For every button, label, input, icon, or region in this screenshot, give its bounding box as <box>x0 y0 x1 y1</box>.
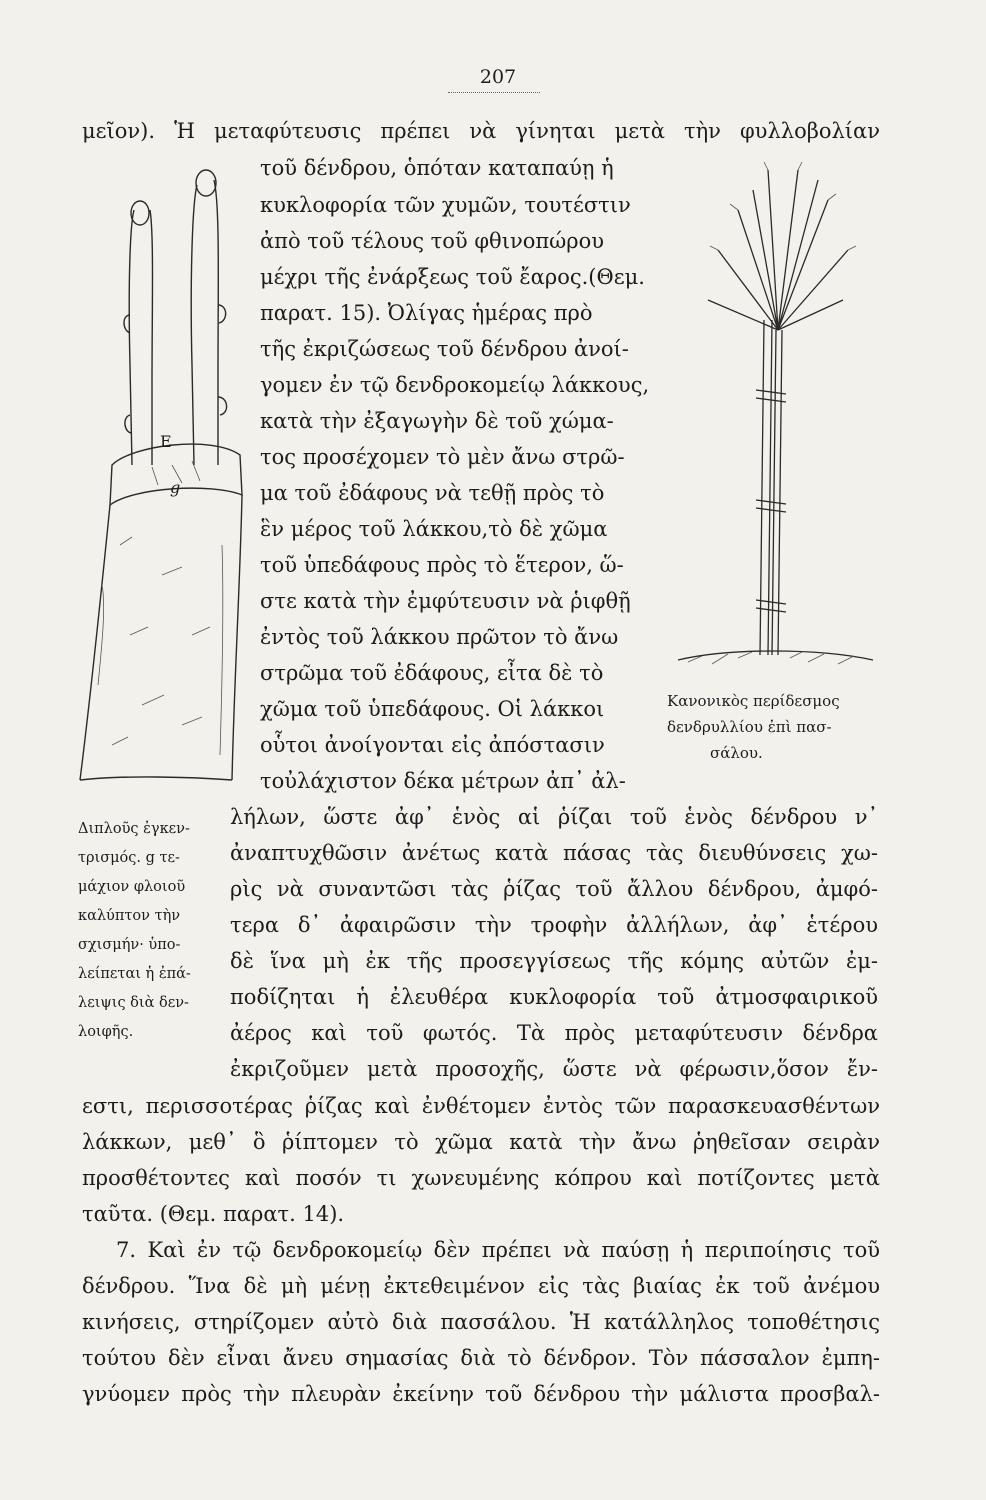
left-caption-line: λοιφῆς. <box>78 1024 134 1040</box>
text-line: ἓν μέρος τοῦ λάκκου,τὸ δὲ χῶμα <box>260 517 608 541</box>
text-line: μέχρι τῆς ἐνάρξεως τοῦ ἔαρος.(Θεμ. <box>260 265 645 289</box>
text-line: τοῦ δένδρου, ὁπόταν καταπαύῃ ἡ <box>260 156 614 180</box>
text-line: 7. Καὶ ἐν τῷ δενδροκομείῳ δὲν πρέπει νὰ παύσῃ ἡ περιποίησις τοῦ <box>116 1238 880 1262</box>
text-line: ἀπὸ τοῦ τέλους τοῦ φθινοπώρου <box>260 229 605 253</box>
text-line: προσθέτοντες καὶ ποσόν τι χωνευμένης κόπρου καὶ ποτίζοντες μετὰ <box>82 1166 880 1190</box>
page-number: 207 <box>479 66 517 88</box>
text-line: εστι, περισσοτέρας ῥίζας καὶ ἐνθέτομεν ἐντὸς τῶν παρασκευασθέντων <box>82 1094 880 1118</box>
text-line: λάκκων, μεθ᾽ ὃ ῥίπτομεν τὸ χῶμα κατὰ τὴν ἄνω ῥηθεῖσαν σειρὰν <box>82 1130 880 1154</box>
text-line: δὲ ἵνα μὴ ἐκ τῆς προσεγγίσεως τῆς κόμης αὐτῶν ἐμ- <box>230 949 878 973</box>
text-line: μεῖον). Ἡ μεταφύτευσις πρέπει νὰ γίνηται μετὰ τὴν φυλλοβολίαν <box>82 119 880 143</box>
text-line: γομεν ἐν τῷ δενδροκομείῳ λάκκους, <box>260 373 650 397</box>
left-caption-line: μάχιον φλοιοῦ <box>78 879 186 895</box>
page-number-rule <box>448 92 540 93</box>
text-line: μα τοῦ ἐδάφους νὰ τεθῇ πρὸς τὸ <box>260 481 605 505</box>
right-caption-line: δενδρυλλίου ἐπὶ πασ- <box>667 718 832 736</box>
text-line: κινήσεις, στηρίζομεν αὐτὸ διὰ πασσάλου. Ἡ κατάλληλος τοποθέτησις <box>82 1310 880 1334</box>
left-caption-line: Διπλοῦς ἐγκεν- <box>78 821 190 837</box>
right-caption-line: σάλου. <box>710 744 763 762</box>
left-caption-line: λειψις διὰ δεν- <box>78 995 189 1011</box>
text-line: παρατ. 15). Ὀλίγας ἡμέρας πρὸ <box>260 301 593 325</box>
text-line: ταῦτα. (Θεμ. παρατ. 14). <box>82 1202 345 1226</box>
text-line: τοῦ ὑπεδάφους πρὸς τὸ ἕτερον, ὥ- <box>260 553 624 577</box>
text-line: τος προσέχομεν τὸ μὲν ἄνω στρῶ- <box>260 445 625 469</box>
text-line: στρῶμα τοῦ ἐδάφους, εἶτα δὲ τὸ <box>260 661 604 685</box>
text-line: ἀέρος καὶ τοῦ φωτός. Τὰ πρὸς μεταφύτευσιν δένδρα <box>230 1021 878 1045</box>
right-caption-line: Κανονικὸς περίδεσμος <box>667 692 840 710</box>
staked-tree-illustration <box>668 150 878 670</box>
text-line: γνύομεν πρὸς τὴν πλευρὰν ἐκείνην τοῦ δένδρου τὴν μάλιστα προσβαλ- <box>82 1382 880 1406</box>
text-line: τερα δ᾽ ἀφαιρῶσιν τὴν τροφὴν ἀλλήλων, ἀφ᾽ ἑτέρου <box>230 913 878 937</box>
text-line: χῶμα τοῦ ὑπεδάφους. Οἱ λάκκοι <box>260 697 605 721</box>
text-line: ρὶς νὰ συναντῶσι τὰς ῥίζας τοῦ ἄλλου δένδρου, ἀμφό- <box>230 877 878 901</box>
grafting-illustration <box>72 165 257 790</box>
left-caption-line: σχισμήν· ὑπο- <box>78 937 181 953</box>
text-line: ἀναπτυχθῶσιν ἀνέτως κατὰ πάσας τὰς διευθύνσεις χω- <box>230 841 878 865</box>
left-caption-line: καλύπτον τὴν <box>78 908 181 924</box>
left-caption-line: τρισμός. g τε- <box>78 850 180 866</box>
text-line: ἐκριζοῦμεν μετὰ προσοχῆς, ὥστε νὰ φέρωσιν,ὅσον ἔν- <box>230 1057 878 1081</box>
text-line: τούτου δὲν εἶναι ἄνευ σημασίας διὰ τὸ δένδρον. Τὸν πάσσαλον ἐμπη- <box>82 1346 880 1370</box>
text-line: λήλων, ὥστε ἀφ᾽ ἑνὸς αἱ ῥίζαι τοῦ ἑνὸς δένδρου ν᾽ <box>230 805 878 829</box>
text-line: οὗτοι ἀνοίγονται εἰς ἀπόστασιν <box>260 733 605 757</box>
text-line: ἐντὸς τοῦ λάκκου πρῶτον τὸ ἄνω <box>260 625 619 649</box>
left-caption-line: λείπεται ἡ ἐπά- <box>78 966 191 982</box>
figure-label-g: g <box>170 478 181 497</box>
text-line: στε κατὰ τὴν ἐμφύτευσιν νὰ ῥιφθῇ <box>260 589 631 613</box>
text-line: ποδίζηται ἡ ἐλευθέρα κυκλοφορία τοῦ ἀτμοσφαιρικοῦ <box>230 985 878 1009</box>
text-line: τοὐλάχιστον δέκα μέτρων ἀπ᾽ ἀλ- <box>260 769 626 793</box>
text-line: κυκλοφορία τῶν χυμῶν, τουτέστιν <box>260 193 631 217</box>
text-line: δένδρου. Ἵνα δὲ μὴ μένῃ ἐκτεθειμένον εἰς τὰς βιαίας ἐκ τοῦ ἀνέμου <box>82 1274 880 1298</box>
figure-label-e: E <box>160 432 172 451</box>
text-line: κατὰ τὴν ἐξαγωγὴν δὲ τοῦ χώμα- <box>260 409 614 433</box>
text-line: τῆς ἐκριζώσεως τοῦ δένδρου ἀνοί- <box>260 337 629 361</box>
